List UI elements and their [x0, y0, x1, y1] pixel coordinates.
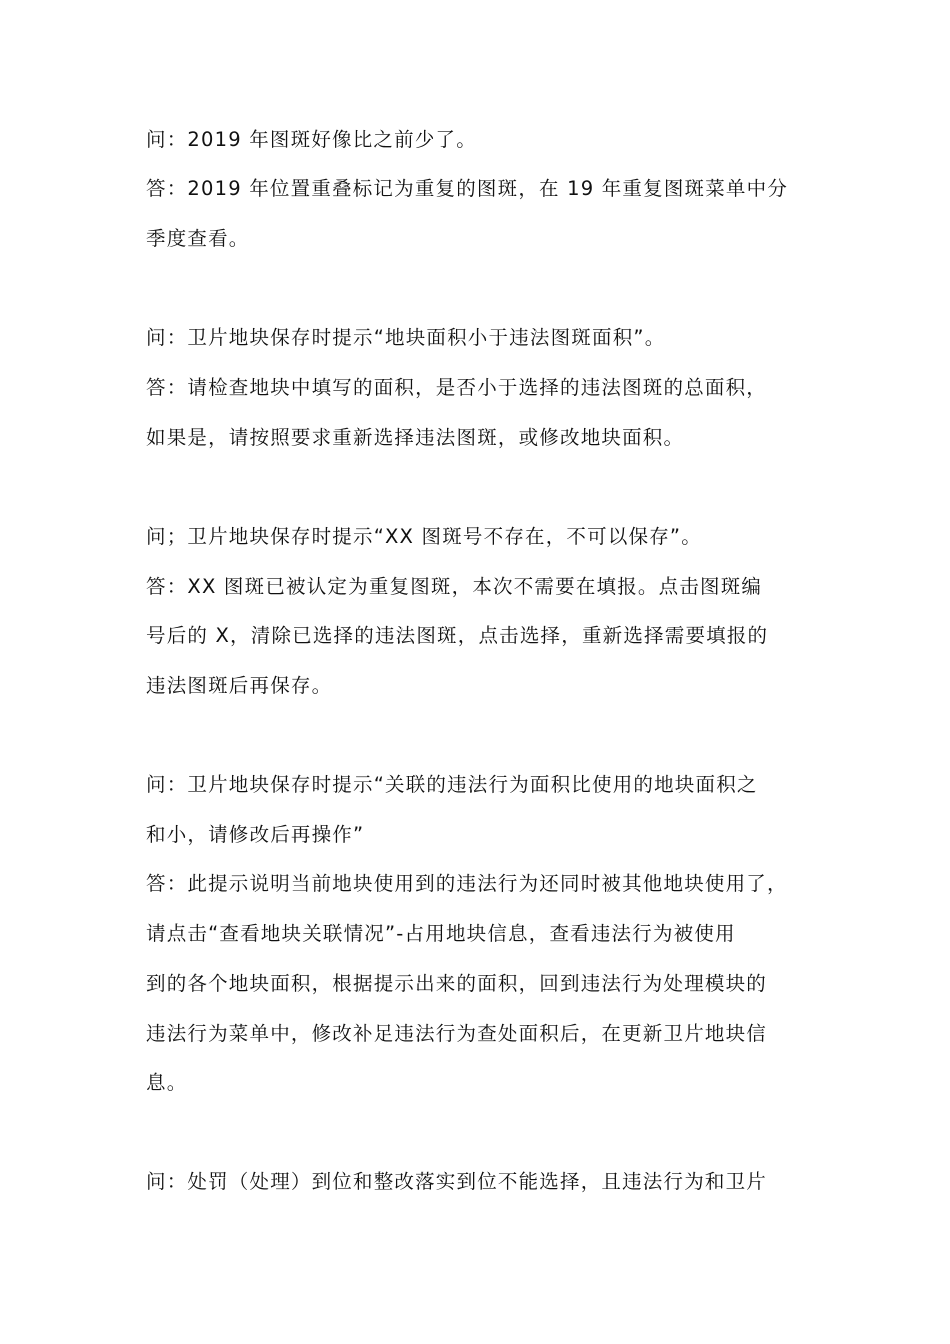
answer-line: 请点击“查看地块关联情况”-占用地块信息，查看违法行为被使用: [146, 922, 736, 945]
answer-line: 息。: [146, 1071, 188, 1094]
question-line: 和小，请修改后再操作”: [146, 823, 365, 846]
answer-line: 答：XX 图斑已被认定为重复图斑，本次不需要在填报。点击图斑编: [146, 575, 763, 598]
answer-line: 号后的 X，清除已选择的违法图斑，点击选择，重新选择需要填报的: [146, 624, 769, 647]
question-line: 问：卫片地块保存时提示“地块面积小于违法图斑面积”。: [146, 326, 666, 349]
answer-line: 答：2019 年位置重叠标记为重复的图斑，在 19 年重复图斑菜单中分: [146, 177, 789, 200]
question-line: 问：2019 年图斑好像比之前少了。: [146, 128, 477, 151]
question-line: 问：处罚（处理）到位和整改落实到位不能选择，且违法行为和卫片: [146, 1170, 768, 1193]
answer-line: 如果是，请按照要求重新选择违法图斑，或修改地块面积。: [146, 426, 685, 449]
answer-line: 答：请检查地块中填写的面积，是否小于选择的违法图斑的总面积，: [146, 376, 768, 399]
question-line: 问：卫片地块保存时提示“关联的违法行为面积比使用的地块面积之: [146, 773, 758, 796]
answer-line: 违法行为菜单中，修改补足违法行为查处面积后，在更新卫片地块信: [146, 1022, 768, 1045]
answer-line: 季度查看。: [146, 227, 250, 250]
answer-line: 到的各个地块面积，根据提示出来的面积，回到违法行为处理模块的: [146, 972, 768, 995]
answer-line: 违法图斑后再保存。: [146, 674, 333, 697]
question-line: 问；卫片地块保存时提示“XX 图斑号不存在，不可以保存”。: [146, 525, 702, 548]
answer-line: 答：此提示说明当前地块使用到的违法行为还同时被其他地块使用了，: [146, 872, 788, 895]
